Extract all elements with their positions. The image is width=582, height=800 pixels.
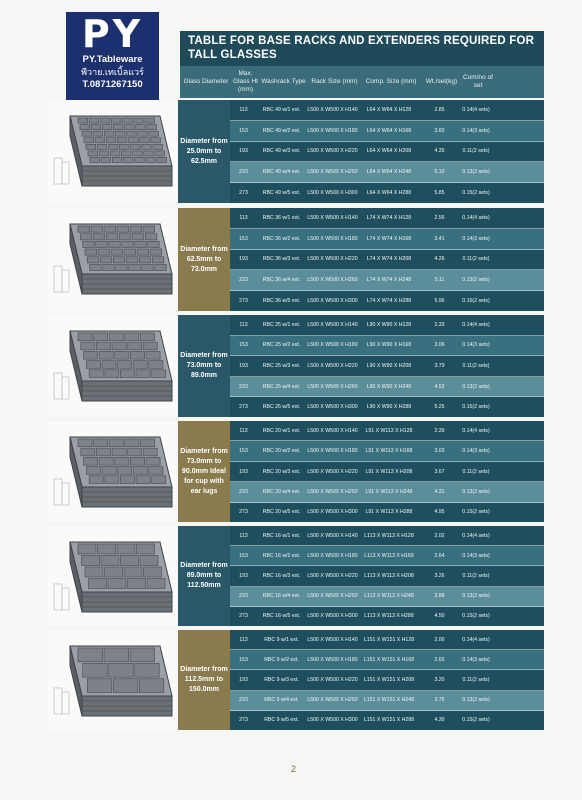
cell-rack-size: L500 X W500 X H180 (307, 127, 358, 134)
cell-rack-size: L500 X W500 X H140 (307, 214, 358, 221)
cell-cum-per-set: 0.13(2 sets) (462, 277, 490, 284)
cell-rack-size: L500 X W500 X H300 (307, 404, 358, 411)
cell-comp-size: L151 X W151 X H128 (363, 636, 415, 643)
cell-rack-size: L500 X W500 X H300 (307, 509, 358, 516)
cell-washrack-type: RBC 25 w/1 ext. (262, 321, 301, 328)
cell-max-height: 273 (239, 509, 248, 516)
cell-cum-per-set: 0.15(2 sets) (462, 509, 490, 516)
header-washrack-type: Washrack Type (261, 78, 306, 85)
cell-rack-size: L500 X W500 X H300 (307, 298, 358, 305)
cell-weight: 3.20 (434, 677, 445, 683)
cell-washrack-type: RBC 25 w/3 ext. (262, 362, 301, 369)
table-row (230, 397, 544, 417)
table-row (230, 270, 544, 291)
cell-weight: 4.35 (434, 148, 445, 155)
cell-rack-size: L500 X W500 X H260 (307, 277, 358, 284)
logo (66, 12, 159, 104)
cell-washrack-type: RBC 16 w/4 ext. (262, 593, 301, 600)
cell-cum-per-set: 0.14(3 sets) (462, 656, 490, 663)
rack-photo (48, 421, 176, 522)
cell-weight: 4.31 (434, 488, 445, 495)
cell-max-height: 193 (239, 148, 248, 155)
cell-rack-size: L500 X W500 X H180 (307, 448, 358, 455)
cell-cum-per-set: 0.14(4 sets) (462, 532, 490, 539)
cell-rack-size: L500 X W500 X H300 (307, 190, 358, 197)
cell-cum-per-set: 0.13(2 sets) (462, 593, 490, 600)
cell-washrack-type: RBC 16 w/1 ext. (262, 532, 301, 539)
cell-rack-size: L500 X W500 X H260 (307, 488, 358, 495)
cell-rack-size: L500 X W500 X H260 (307, 383, 358, 390)
cell-comp-size: L64 X W64 X H168 (366, 127, 412, 134)
cell-comp-size: L91 X W113 X H208 (365, 468, 413, 475)
cell-weight: 2.00 (434, 636, 445, 643)
table-row (230, 630, 544, 650)
header-rack-size: Rack Size (mm) (311, 78, 358, 85)
rack-group (48, 100, 544, 203)
cell-comp-size: L90 X W90 X H288 (366, 404, 412, 411)
cell-comp-size: L151 X W151 X H288 (363, 717, 415, 724)
cell-max-height: 153 (239, 656, 248, 663)
cell-comp-size: L74 X W74 X H168 (366, 235, 412, 242)
cell-comp-size: L64 X W64 X H248 (366, 169, 412, 176)
rack-rows (230, 630, 544, 730)
cell-max-height: 193 (239, 573, 248, 579)
header-glass-diameter: Glass Diameter (183, 78, 229, 85)
cell-rack-size: L500 X W500 X H180 (307, 656, 358, 663)
table-header (180, 66, 544, 98)
table-row (230, 142, 544, 163)
cell-washrack-type: RBC 9 w/4 ext. (264, 697, 299, 704)
table-row (230, 503, 544, 522)
header-max-glass-height: Max. Glass Ht (mm) (233, 70, 258, 93)
cell-washrack-type: RBC 36 w/5 ext. (262, 298, 301, 305)
cell-weight: 3.03 (434, 448, 445, 455)
cell-max-height: 273 (239, 298, 248, 305)
cell-washrack-type: RBC 49 w/4 ext. (262, 169, 301, 176)
cell-comp-size: L74 X W74 X H128 (366, 214, 412, 221)
cell-cum-per-set: 0.15(2 sets) (462, 613, 490, 620)
header-comp-size: Comp. Size (mm) (365, 78, 417, 85)
header-weight: Wt./set(kg) (425, 78, 458, 85)
table-row (230, 526, 544, 546)
cell-washrack-type: RBC 49 w/1 ext. (262, 106, 301, 113)
diameter-label: Diameter from 73.0mm to 89.0mm (178, 315, 230, 417)
cell-cum-per-set: 0.13(2 sets) (462, 383, 490, 390)
rack-photo (48, 526, 176, 626)
cell-max-height: 193 (239, 256, 248, 263)
cell-cum-per-set: 0.14(3 sets) (462, 448, 490, 455)
cell-max-height: 233 (239, 277, 248, 284)
cell-comp-size: L151 X W151 X H208 (363, 677, 415, 683)
cell-washrack-type: RBC 20 w/3 ext. (262, 468, 301, 475)
cell-washrack-type: RBC 9 w/2 ext. (264, 656, 299, 663)
cell-cum-per-set: 0.14(4 sets) (462, 106, 490, 113)
cell-weight: 2.02 (434, 532, 445, 539)
cell-cum-per-set: 0.15(2 sets) (462, 190, 490, 197)
cell-comp-size: L90 X W90 X H168 (366, 342, 412, 349)
table-row (230, 607, 544, 626)
cell-comp-size: L91 X W113 X H288 (365, 509, 413, 516)
diameter-label: Diameter from 62.5mm to 73.0mm (178, 208, 230, 311)
cell-cum-per-set: 0.14(4 sets) (462, 214, 490, 221)
cell-weight: 4.50 (434, 613, 445, 620)
cell-rack-size: L500 X W500 X H220 (307, 573, 358, 579)
diameter-label: Diameter from 112.5mm to 150.0mm (178, 630, 230, 730)
cell-cum-per-set: 0.11(2 sets) (462, 148, 490, 155)
cell-weight: 3.41 (434, 235, 445, 242)
cell-cum-per-set: 0.11(2 sets) (462, 573, 490, 579)
cell-washrack-type: RBC 36 w/3 ext. (262, 256, 301, 263)
cell-weight: 2.33 (434, 321, 445, 328)
cell-rack-size: L500 X W500 X H140 (307, 636, 358, 643)
cell-cum-per-set: 0.13(2 sets) (462, 697, 490, 704)
cell-washrack-type: RBC 9 w/1 ext. (264, 636, 299, 643)
cell-washrack-type: RBC 20 w/5 ext. (262, 509, 301, 516)
cell-rack-size: L500 X W500 X H180 (307, 342, 358, 349)
cell-max-height: 113 (239, 427, 248, 434)
glass-rack-icon (48, 208, 176, 311)
cell-weight: 3.60 (434, 127, 445, 134)
cell-weight: 2.56 (434, 214, 445, 221)
cell-cum-per-set: 0.14(4 sets) (462, 427, 490, 434)
cell-cum-per-set: 0.15(2 sets) (462, 404, 490, 411)
cell-max-height: 153 (239, 127, 248, 134)
table-row (230, 421, 544, 441)
cell-cum-per-set: 0.13(2 sets) (462, 169, 490, 176)
cell-comp-size: L64 X W64 X H288 (366, 190, 412, 197)
cell-max-height: 193 (239, 468, 248, 475)
cell-cum-per-set: 0.11(2 sets) (462, 256, 490, 263)
cell-rack-size: L500 X W500 X H220 (307, 256, 358, 263)
cell-comp-size: L91 X W113 X H128 (365, 427, 413, 434)
logo-name: PY.Tableware (82, 54, 143, 65)
cell-weight: 4.30 (434, 717, 445, 724)
cell-weight: 4.26 (434, 256, 445, 263)
cell-comp-size: L64 X W64 X H128 (366, 106, 412, 113)
cell-max-height: 153 (239, 552, 248, 559)
cell-rack-size: L500 X W500 X H220 (307, 677, 358, 683)
diameter-label: Diameter from 89.0mm to 112.50mm (178, 526, 230, 626)
cell-comp-size: L113 X W113 X H248 (364, 593, 414, 600)
cell-max-height: 113 (239, 321, 248, 328)
cell-max-height: 233 (239, 383, 248, 390)
cell-rack-size: L500 X W500 X H300 (307, 717, 358, 724)
rack-rows (230, 526, 544, 626)
cell-weight: 3.06 (434, 342, 445, 349)
cell-max-height: 273 (239, 717, 248, 724)
rack-rows (230, 421, 544, 522)
glass-rack-icon (48, 630, 176, 730)
table-row (230, 162, 544, 183)
table-row (230, 377, 544, 398)
cell-comp-size: L113 X W113 X H128 (364, 532, 414, 539)
cell-weight: 2.39 (434, 427, 445, 434)
cell-washrack-type: RBC 20 w/4 ext. (262, 488, 301, 495)
cell-weight: 5.11 (434, 277, 445, 284)
cell-weight: 5.25 (434, 404, 445, 411)
table-row (230, 691, 544, 711)
cell-rack-size: L500 X W500 X H180 (307, 235, 358, 242)
cell-cum-per-set: 0.15(2 sets) (462, 298, 490, 305)
table-row (230, 441, 544, 461)
cell-weight: 3.79 (434, 362, 445, 369)
cell-max-height: 153 (239, 235, 248, 242)
rack-rows (230, 100, 544, 203)
table-row (230, 462, 544, 482)
cell-rack-size: L500 X W500 X H300 (307, 613, 358, 620)
cell-rack-size: L500 X W500 X H260 (307, 697, 358, 704)
cell-washrack-type: RBC 25 w/2 ext. (262, 342, 301, 349)
cell-cum-per-set: 0.14(3 sets) (462, 127, 490, 134)
cell-cum-per-set: 0.11(2 sets) (462, 468, 490, 475)
rack-group (48, 208, 544, 311)
cell-weight: 3.75 (434, 697, 445, 704)
cell-weight: 2.65 (434, 656, 445, 663)
cell-cum-per-set: 0.14(3 sets) (462, 235, 490, 242)
table-row (230, 670, 544, 690)
table-row (230, 315, 544, 336)
cell-max-height: 193 (239, 362, 248, 369)
cell-weight: 2.85 (434, 106, 445, 113)
cell-washrack-type: RBC 49 w/2 ext. (262, 127, 301, 134)
glass-rack-icon (48, 421, 176, 522)
cell-cum-per-set: 0.14(3 sets) (462, 552, 490, 559)
cell-comp-size: L74 X W74 X H248 (366, 277, 412, 284)
cell-washrack-type: RBC 36 w/4 ext. (262, 277, 301, 284)
cell-weight: 2.64 (434, 552, 445, 559)
cell-rack-size: L500 X W500 X H180 (307, 552, 358, 559)
cell-max-height: 113 (239, 214, 248, 221)
cell-comp-size: L91 X W113 X H248 (365, 488, 413, 495)
cell-washrack-type: RBC 25 w/5 ext. (262, 404, 301, 411)
cell-max-height: 233 (239, 169, 248, 176)
cell-rack-size: L500 X W500 X H140 (307, 427, 358, 434)
cell-max-height: 233 (239, 593, 248, 600)
cell-rack-size: L500 X W500 X H260 (307, 169, 358, 176)
rack-group (48, 630, 544, 730)
cell-weight: 3.26 (434, 573, 445, 579)
cell-cum-per-set: 0.14(4 sets) (462, 321, 490, 328)
glass-rack-icon (48, 100, 176, 203)
cell-washrack-type: RBC 16 w/2 ext. (262, 552, 301, 559)
rack-rows (230, 315, 544, 417)
table-row (230, 566, 544, 586)
logo-phone: T.0871267150 (82, 79, 143, 90)
header-cum-per-set: Cum/no of set (463, 74, 493, 89)
table-row (230, 208, 544, 229)
cell-rack-size: L500 X W500 X H140 (307, 106, 358, 113)
rack-photo (48, 315, 176, 417)
cell-comp-size: L90 X W90 X H248 (366, 383, 412, 390)
table-row (230, 546, 544, 566)
page-number: 2 (291, 764, 297, 774)
cell-max-height: 273 (239, 404, 248, 411)
cell-cum-per-set: 0.13(2 sets) (462, 488, 490, 495)
cell-comp-size: L113 X W113 X H288 (364, 613, 414, 620)
cell-weight: 3.88 (434, 593, 445, 600)
cell-cum-per-set: 0.11(2 sets) (462, 362, 490, 369)
cell-weight: 5.96 (434, 298, 445, 305)
cell-comp-size: L151 X W151 X H168 (363, 656, 415, 663)
cell-cum-per-set: 0.14(4 sets) (462, 636, 490, 643)
table-row (230, 121, 544, 142)
cell-max-height: 273 (239, 613, 248, 620)
logo-thai-name: พีวาย.เทเบิ้ลแวร์ (81, 67, 144, 77)
rack-photo (48, 630, 176, 730)
table-row (230, 356, 544, 377)
rack-photo (48, 100, 176, 203)
table-row (230, 650, 544, 670)
cell-washrack-type: RBC 20 w/2 ext. (262, 448, 301, 455)
glass-rack-icon (48, 526, 176, 626)
cell-max-height: 273 (239, 190, 248, 197)
rack-rows (230, 208, 544, 311)
cell-washrack-type: RBC 9 w/5 ext. (264, 717, 299, 724)
cell-comp-size: L90 X W90 X H128 (366, 321, 412, 328)
cell-cum-per-set: 0.14(3 sets) (462, 342, 490, 349)
cell-rack-size: L500 X W500 X H220 (307, 362, 358, 369)
table-row (230, 336, 544, 357)
cell-comp-size: L74 X W74 X H288 (366, 298, 412, 305)
cell-rack-size: L500 X W500 X H260 (307, 593, 358, 600)
cell-comp-size: L113 X W113 X H208 (364, 573, 414, 579)
cell-rack-size: L500 X W500 X H140 (307, 321, 358, 328)
cell-comp-size: L91 X W113 X H168 (365, 448, 413, 455)
rack-group (48, 421, 544, 522)
cell-max-height: 193 (239, 677, 248, 683)
table-row (230, 100, 544, 121)
cell-cum-per-set: 0.11(2 sets) (462, 677, 490, 683)
cell-comp-size: L74 X W74 X H208 (366, 256, 412, 263)
cell-washrack-type: RBC 49 w/3 ext. (262, 148, 301, 155)
cell-max-height: 153 (239, 448, 248, 455)
cell-rack-size: L500 X W500 X H220 (307, 468, 358, 475)
cell-washrack-type: RBC 36 w/1 ext. (262, 214, 301, 221)
cell-weight: 4.95 (434, 509, 445, 516)
cell-washrack-type: RBC 36 w/2 ext. (262, 235, 301, 242)
table-row (230, 482, 544, 502)
cell-washrack-type: RBC 16 w/5 ext. (262, 613, 301, 620)
cell-weight: 5.10 (434, 169, 445, 176)
cell-max-height: 233 (239, 488, 248, 495)
glass-rack-icon (48, 315, 176, 417)
cell-cum-per-set: 0.15(2 sets) (462, 717, 490, 724)
table-row (230, 587, 544, 607)
cell-max-height: 113 (239, 532, 248, 539)
cell-washrack-type: RBC 49 w/5 ext. (262, 190, 301, 197)
cell-washrack-type: RBC 16 w/3 ext. (262, 573, 301, 579)
table-row (230, 229, 544, 250)
rack-group (48, 315, 544, 417)
diameter-label: Diameter from 73.0mm to 90.0mm Ideal for cup with ear lugs (178, 421, 230, 522)
cell-weight: 5.85 (434, 190, 445, 197)
cell-rack-size: L500 X W500 X H220 (307, 148, 358, 155)
table-row (230, 291, 544, 311)
table-row (230, 250, 544, 271)
cell-comp-size: L90 X W90 X H208 (366, 362, 412, 369)
table-row (230, 711, 544, 730)
rack-group (48, 526, 544, 626)
cell-max-height: 113 (239, 106, 248, 113)
cell-rack-size: L500 X W500 X H140 (307, 532, 358, 539)
cell-weight: 3.67 (434, 468, 445, 475)
page-title: TABLE FOR BASE RACKS AND EXTENDERS REQUIRED FOR TALL GLASSES (180, 31, 544, 66)
rack-photo (48, 208, 176, 311)
cell-comp-size: L113 X W113 X H168 (364, 552, 414, 559)
cell-weight: 4.52 (434, 383, 445, 390)
table-row (230, 183, 544, 203)
diameter-label: Diameter from 25.0mm to 62.5mm (178, 100, 230, 203)
cell-max-height: 153 (239, 342, 248, 349)
cell-washrack-type: RBC 20 w/1 ext. (262, 427, 301, 434)
cell-max-height: 233 (239, 697, 248, 704)
cell-washrack-type: RBC 9 w/3 ext. (264, 677, 299, 683)
cell-max-height: 113 (239, 636, 248, 643)
cell-comp-size: L64 X W64 X H208 (366, 148, 412, 155)
cell-comp-size: L151 X W151 X H248 (363, 697, 415, 704)
logo-brand: PY (81, 12, 144, 56)
cell-washrack-type: RBC 25 w/4 ext. (262, 383, 301, 390)
